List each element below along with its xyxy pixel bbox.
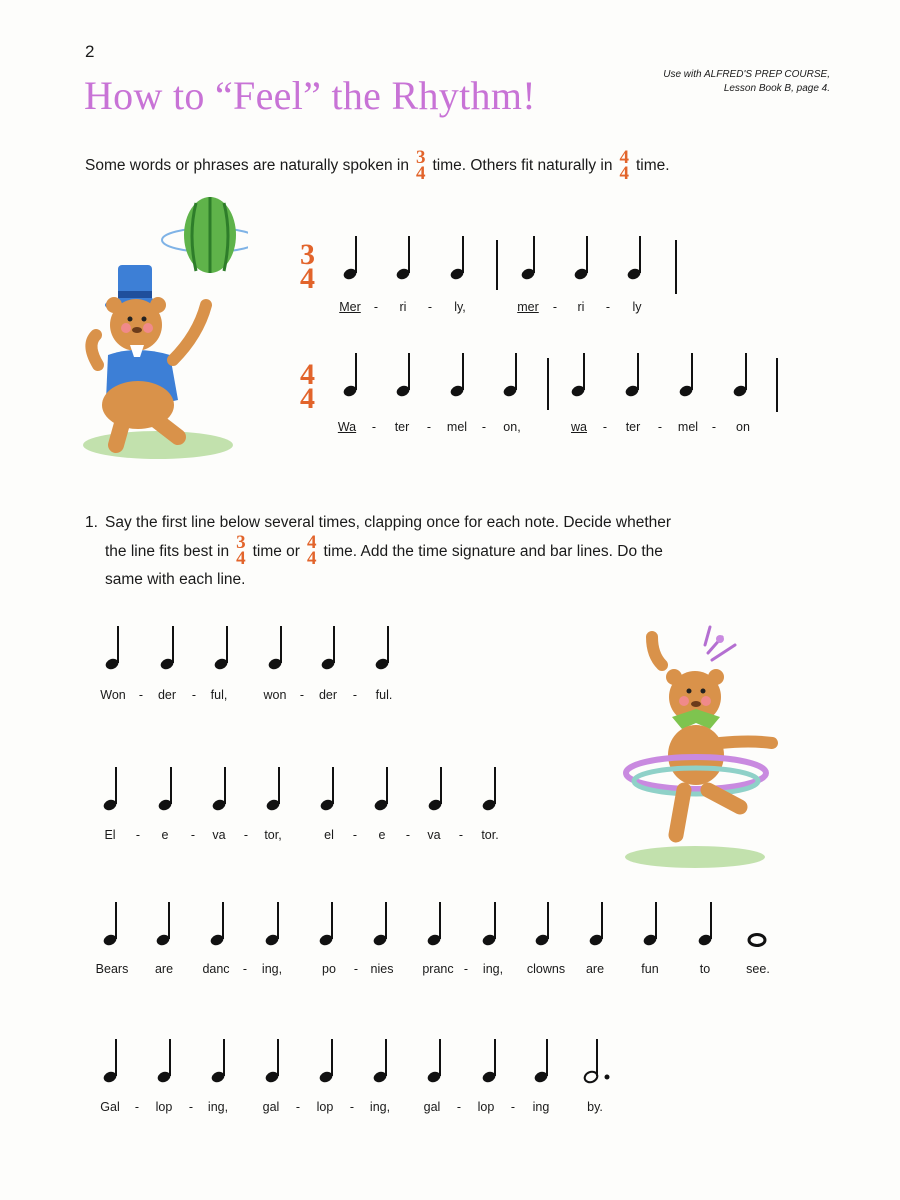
lyric-hyphen: - [190,828,196,842]
lyric-hyphen: - [605,300,611,314]
lyric-syllable: are [154,962,174,976]
lyric-syllable: ful, [210,688,228,702]
lyric-syllable: gal [423,1100,441,1114]
lyric-hyphen: - [427,300,433,314]
lyric-hyphen: - [299,688,305,702]
dot [605,1075,610,1080]
lyric-syllable: ter [394,420,410,434]
page-title: How to “Feel” the Rhythm! [84,73,536,118]
lyric-hyphen: - [463,962,469,976]
lyric-syllable: nies [370,962,394,976]
ts-bottom: 4 [236,548,246,569]
lyric-syllable: ing, [207,1100,229,1114]
lyric-syllable: to [699,962,711,976]
lyric-syllable: Wa [337,420,357,434]
lyric-syllable: va [212,828,226,842]
ts-top: 4 [306,532,317,553]
note-line-2: Lesson Book B, page 4. [723,83,830,94]
instruction-text-2b: time or [252,542,300,560]
lyric-syllable: el [324,828,334,842]
lyric-syllable: Bears [95,962,129,976]
instruction-text-2c: time. Add the time signature and bar lines. Do the [323,542,663,560]
lyric-syllable: der [318,688,338,702]
lyric-syllable: gal [262,1100,280,1114]
lyric-hyphen: - [458,828,464,842]
intro-part-2: time. Others fit naturally in [432,157,613,174]
note-line-1: Use with ALFRED'S PREP COURSE, [663,69,830,80]
lyric-syllable: lop [155,1100,173,1114]
lyric-hyphen: - [352,688,358,702]
ts-top: 3 [300,238,315,271]
lyric-syllable: tor. [481,828,499,842]
lyric-hyphen: - [657,420,663,434]
lyric-hyphen: - [352,828,358,842]
lyric-hyphen: - [135,828,141,842]
lyric-hyphen: - [242,962,248,976]
lyric-syllable: ing [532,1100,550,1114]
instruction-text-1: Say the first line below several times, clapping once for each note. Decide whether [105,514,672,531]
lyric-hyphen: - [510,1100,516,1114]
lyric-syllable: clowns [526,962,566,976]
lyric-syllable: see. [746,962,770,976]
lyric-hyphen: - [481,420,487,434]
lyric-hyphen: - [188,1100,194,1114]
lyric-syllable: ing, [261,962,283,976]
lyric-syllable: der [157,688,177,702]
lyric-syllable: ing, [369,1100,391,1114]
lyric-hyphen: - [134,1100,140,1114]
lyric-syllable: lop [477,1100,495,1114]
ts-top: 4 [300,358,315,391]
lyric-syllable: ly, [454,300,466,314]
instruction-text-3: same with each line. [105,571,246,588]
instruction-text-2a: the line fits best in [105,542,230,560]
lyric-hyphen: - [373,300,379,314]
lyric-syllable: ing, [482,962,504,976]
lyric-hyphen: - [138,688,144,702]
lyric-syllable: e [378,828,386,842]
lyric-syllable: danc [202,962,230,976]
lyric-hyphen: - [191,688,197,702]
intro-part-1: Some words or phrases are naturally spoken in [85,157,409,174]
lyric-syllable: mel [677,420,699,434]
lyric-syllable: ri [399,300,407,314]
lyric-syllable: lop [316,1100,334,1114]
page-number: 2 [85,42,95,61]
lyric-hyphen: - [552,300,558,314]
lyric-syllable: tor, [264,828,282,842]
lyric-hyphen: - [295,1100,301,1114]
lyric-syllable: by. [587,1100,603,1114]
lyric-hyphen: - [349,1100,355,1114]
lyric-syllable: pranc [422,962,454,976]
lyric-syllable: wa [571,420,587,434]
lyric-syllable: e [161,828,169,842]
lyric-syllable: po [322,962,336,976]
lyric-hyphen: - [711,420,717,434]
lyric-hyphen: - [426,420,432,434]
lyric-syllable: mel [446,420,468,434]
whole-note [749,935,765,946]
intro-part-3: time. [636,157,670,174]
ts-bottom: 4 [306,548,317,569]
ts-top: 3 [236,532,246,553]
lyric-hyphen: - [243,828,249,842]
lyric-syllable: mer [517,300,539,314]
lyric-hyphen: - [405,828,411,842]
lyric-syllable: ly [632,300,642,314]
lyric-syllable: Won [100,688,126,702]
lyric-hyphen: - [353,962,359,976]
ts-top: 3 [415,147,426,168]
ts-bottom: 4 [619,163,629,184]
lyric-syllable: won [263,688,287,702]
ts-top: 4 [619,147,629,168]
lyric-syllable: are [585,962,605,976]
lyric-syllable: Mer [339,300,361,314]
instruction-number: 1. [85,514,98,531]
lyric-syllable: fun [641,962,659,976]
lyric-hyphen: - [456,1100,462,1114]
lyric-syllable: ful. [375,688,393,702]
lyric-syllable: ter [625,420,641,434]
lyric-hyphen: - [371,420,377,434]
ts-bottom: 4 [300,262,315,295]
lyric-syllable: va [427,828,441,842]
lyric-syllable: ri [577,300,585,314]
lyric-syllable: on, [503,420,521,434]
lyric-syllable: El [104,828,116,842]
lyric-hyphen: - [602,420,608,434]
lyric-syllable: Gal [100,1100,120,1114]
lyric-syllable: on [736,420,750,434]
ts-bottom: 4 [415,163,426,184]
ts-bottom: 4 [300,382,315,415]
